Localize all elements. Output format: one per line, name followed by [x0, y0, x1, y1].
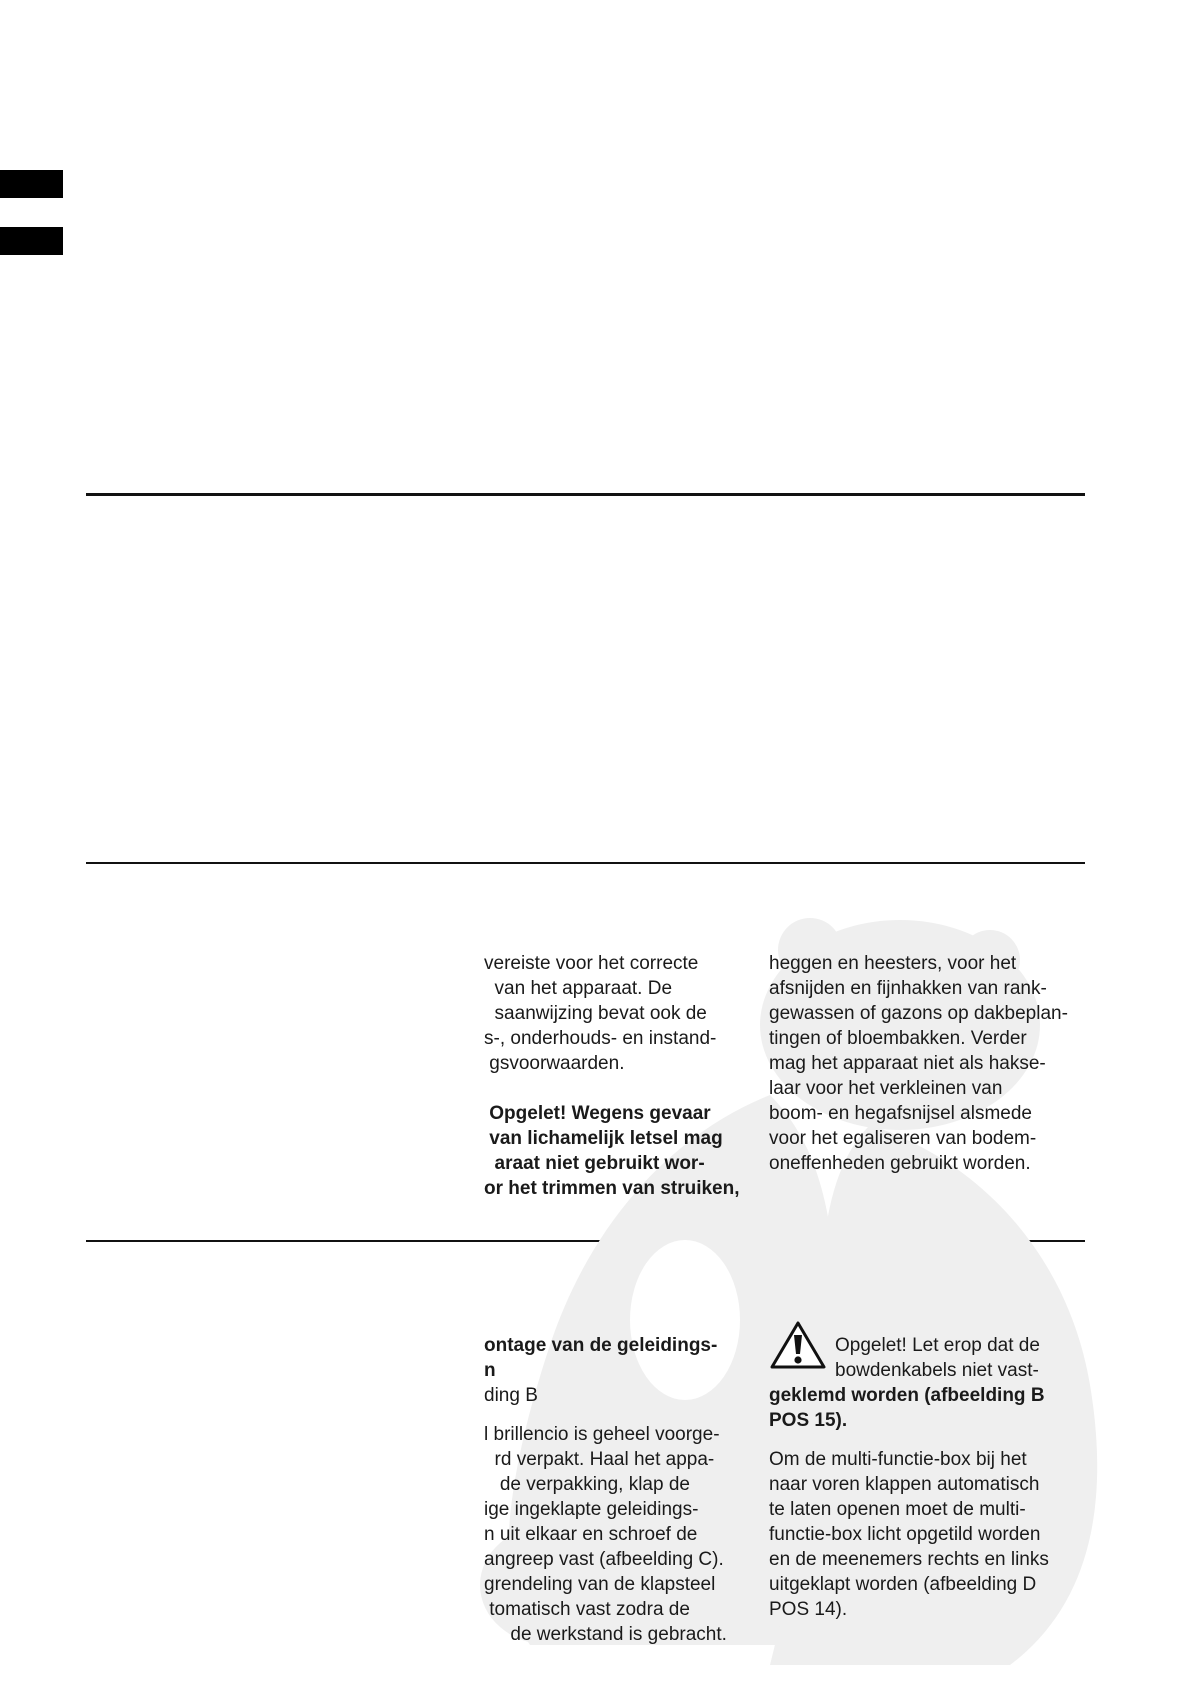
text-line: bowdenkabels niet vast-: [835, 1360, 1039, 1381]
heading-line: n: [484, 1360, 496, 1381]
text-line: boom- en hegafsnijsel alsmede: [769, 1103, 1032, 1124]
text-line: afsnijden en fijnhakken van rank-: [769, 978, 1047, 999]
section-b-warning-first: [835, 1333, 1040, 1383]
text-line: de werkstand is gebracht.: [484, 1624, 727, 1645]
text-line: Opgelet! Let erop dat de: [835, 1335, 1040, 1356]
text-line: naar voren klappen automatisch: [769, 1474, 1040, 1495]
text-line: te laten openen moet de multi-: [769, 1499, 1026, 1520]
text-line: van het apparaat. De: [484, 978, 673, 999]
text-line: Opgelet! Wegens gevaar: [484, 1103, 711, 1124]
text-line: vereiste voor het correcte: [484, 953, 699, 974]
text-line: saanwijzing bevat ook de: [484, 1003, 707, 1024]
text-line: oneffenheden gebruikt worden.: [769, 1153, 1031, 1174]
assembly-paragraph: [484, 1422, 727, 1647]
text-line: gsvoorwaarden.: [484, 1053, 625, 1074]
text-line: en de meenemers rechts en links: [769, 1549, 1049, 1570]
text-line: POS 14).: [769, 1599, 848, 1620]
assembly-heading: [484, 1333, 727, 1383]
text-line: tomatisch vast zodra de: [484, 1599, 690, 1620]
section-b-right-column: [769, 1383, 1049, 1622]
text-line: POS 15).: [769, 1410, 848, 1431]
text-line: gewassen of gazons op dakbeplan-: [769, 1003, 1068, 1024]
section-b-left-column: [484, 1333, 727, 1647]
text-line: n uit elkaar en schroef de: [484, 1524, 698, 1545]
text-line: ige ingeklapte geleidings-: [484, 1499, 699, 1520]
heading-line: ontage van de geleidings-: [484, 1335, 718, 1356]
page-tab-marker-1: [0, 170, 63, 198]
text-line: rd verpakt. Haal het appa-: [484, 1449, 715, 1470]
text-line: s-, onderhouds- en instand-: [484, 1028, 717, 1049]
section-divider-middle: [86, 862, 1085, 864]
figure-reference: ding B: [484, 1385, 538, 1406]
text-line: functie-box licht opgetild worden: [769, 1524, 1041, 1545]
text-line: Om de multi-functie-box bij het: [769, 1449, 1027, 1470]
text-line: tingen of bloembakken. Verder: [769, 1028, 1027, 1049]
multi-function-box-paragraph: [769, 1447, 1049, 1622]
text-line: or het trimmen van struiken,: [484, 1178, 740, 1199]
text-line: de verpakking, klap de: [484, 1474, 690, 1495]
warning-paragraph: [769, 1383, 1049, 1433]
text-line: angreep vast (afbeelding C).: [484, 1549, 724, 1570]
warning-paragraph: [484, 1101, 740, 1201]
text-line: mag het apparaat niet als hakse-: [769, 1053, 1046, 1074]
text-line: laar voor het verkleinen van: [769, 1078, 1003, 1099]
text-line: heggen en heesters, voor het: [769, 953, 1017, 974]
text-line: uitgeklapt worden (afbeelding D: [769, 1574, 1037, 1595]
text-line: van lichamelijk letsel mag: [484, 1128, 723, 1149]
text-line: voor het egaliseren van bodem-: [769, 1128, 1037, 1149]
warning-triangle-icon: [770, 1320, 826, 1370]
text-line: l brillencio is geheel voorge-: [484, 1424, 720, 1445]
page-tab-marker-2: [0, 227, 63, 255]
text-line: grendeling van de klapsteel: [484, 1574, 716, 1595]
intro-paragraph: [484, 951, 740, 1076]
section-a-left-column: [484, 951, 740, 1201]
text-line: araat niet gebruikt wor-: [484, 1153, 705, 1174]
section-a-right-column: [769, 951, 1068, 1176]
section-divider-top: [86, 493, 1085, 496]
text-line: geklemd worden (afbeelding B: [769, 1385, 1045, 1406]
